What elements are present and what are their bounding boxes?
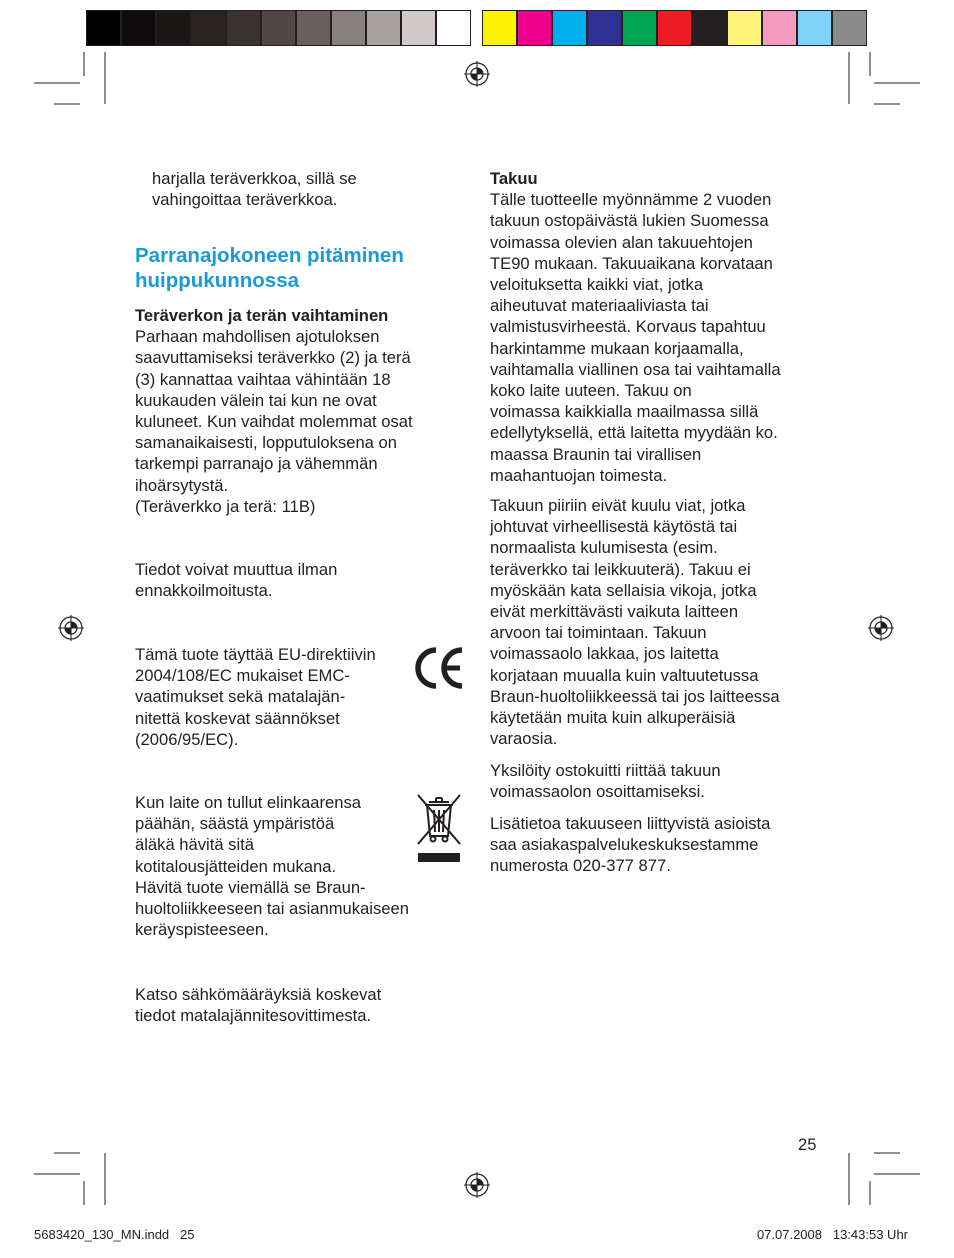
- text-line: eivät merkittävästi vaikuta laitteen: [490, 602, 739, 622]
- text-line: (2006/95/EC).: [135, 729, 239, 749]
- text-line: voimassaolo lakkaa, jos laitetta: [490, 644, 719, 664]
- color-swatch: [552, 10, 587, 46]
- color-swatch: [191, 10, 226, 46]
- text-line: vahingoittaa teräverkkoa.: [152, 190, 338, 210]
- color-swatch: [797, 10, 832, 46]
- text-line: Takuun piiriin eivät kuulu viat, jotka: [490, 496, 746, 515]
- maintenance-section: [135, 305, 465, 517]
- registration-target-icon: [463, 1171, 491, 1199]
- text-line: vaihtamalla viallinen osa tai vaihtamalla: [490, 359, 781, 379]
- text-line: voimassa olevien alan takuuehtojen: [490, 232, 753, 252]
- text-line: saavuttamiseksi teräverkko (2) ja terä: [135, 348, 411, 368]
- text-line: nitettä koskevat säännökset: [135, 708, 340, 728]
- text-line: Tälle tuotteelle myönnämme 2 vuoden: [490, 190, 772, 210]
- color-swatch: [832, 10, 867, 46]
- ce-mark-icon: [414, 643, 466, 693]
- intro-paragraph: [152, 168, 452, 210]
- text-line: takuun ostopäivästä lukien Suomessa: [490, 211, 769, 231]
- crossed-out-wheelie-bin-icon: [414, 792, 464, 864]
- heading-line: Parranajokoneen pitäminen: [135, 244, 404, 267]
- color-swatch: [762, 10, 797, 46]
- warranty-section: [490, 168, 830, 486]
- text-line: huoltoliikkeeseen tai asianmukaiseen: [135, 899, 409, 919]
- footer-timestamp: 07.07.2008 13:43:53 Uhr: [756, 1227, 908, 1242]
- text-line: varaosia.: [490, 729, 558, 749]
- text-line: harkintamme mukaan korjaamalla,: [490, 338, 744, 358]
- text-line: valmistusvirheestä. Korvaus tapahtuu: [490, 317, 766, 337]
- text-line: harjalla teräverkkoa, sillä se: [152, 169, 357, 188]
- text-line: numerosta 020-377 877.: [490, 856, 671, 876]
- text-line: normaalista kulumisesta (esim.: [490, 538, 718, 558]
- ce-paragraph: [135, 644, 425, 750]
- text-line: maahantuojan toimesta.: [490, 465, 668, 485]
- color-swatch: [261, 10, 296, 46]
- color-swatch: [226, 10, 261, 46]
- color-swatch: [331, 10, 366, 46]
- exclusions-paragraph: [490, 495, 830, 749]
- color-swatch: [121, 10, 156, 46]
- text-line: Tämä tuote täyttää EU-direktiivin: [135, 645, 376, 664]
- text-line: korjataan muualla kuin valtuutetussa: [490, 665, 759, 685]
- text-line: TE90 mukaan. Takuuaikana korvataan: [490, 253, 773, 273]
- text-line: Braun-huoltoliikkeessä tai jos laitteessa: [490, 686, 780, 706]
- text-line: Parhaan mahdollisen ajotuloksen: [135, 327, 380, 347]
- warranty-heading: Takuu: [490, 169, 538, 188]
- text-line: tarkempi parranajo ja vähemmän: [135, 454, 378, 474]
- text-line: samanaikaisesti, lopputuloksena on: [135, 433, 397, 453]
- color-swatch: [296, 10, 331, 46]
- text-line: kuukauden välein tai kun ne ovat: [135, 390, 377, 410]
- text-line: myöskään kata sellaisia vikoja, jotka: [490, 580, 757, 600]
- text-line: voimassaolon osoittamiseksi.: [490, 782, 705, 802]
- registration-target-icon: [867, 614, 895, 642]
- color-swatch: [692, 10, 727, 46]
- disposal-paragraph: [135, 792, 455, 940]
- text-line: voimassa kaikkialla maailmassa sillä: [490, 402, 759, 422]
- text-line: johtuvat virheellisestä käytöstä tai: [490, 517, 738, 537]
- text-line: veloituksetta kaikki viat, jotka: [490, 275, 704, 295]
- text-line: Lisätietoa takuuseen liittyvistä asioista: [490, 814, 771, 833]
- color-swatch: [727, 10, 762, 46]
- text-line: Tiedot voivat muuttua ilman: [135, 560, 338, 579]
- page-number: 25: [798, 1135, 817, 1154]
- text-line: Yksilöity ostokuitti riittää takuun: [490, 761, 721, 780]
- text-line: vaatimukset sekä matalajän-: [135, 687, 346, 707]
- text-line: (3) kannattaa vaihtaa vähintään 18: [135, 369, 391, 389]
- text-line: käytetään muita kuin alkuperäisiä: [490, 708, 736, 728]
- text-line: Katso sähkömääräyksiä koskevat: [135, 985, 382, 1004]
- text-line: keräyspisteeseen.: [135, 920, 269, 940]
- text-line: Kun laite on tullut elinkaarensa: [135, 793, 362, 812]
- color-swatch: [366, 10, 401, 46]
- registration-target-icon: [463, 60, 491, 88]
- color-swatch: [587, 10, 622, 46]
- text-line: päähän, säästä ympäristöä: [135, 814, 335, 834]
- color-bar: [482, 10, 867, 46]
- text-line: ihoärsytystä.: [135, 475, 229, 495]
- text-line: edellytyksellä, että laitetta myydään ko.: [490, 423, 778, 443]
- text-line: kotitalousjätteiden mukana.: [135, 856, 337, 876]
- color-swatch: [482, 10, 517, 46]
- heading-line: huippukunnossa: [135, 269, 299, 292]
- text-line: arvoon tai toimintaan. Takuun: [490, 623, 707, 643]
- subheading: Teräverkon ja terän vaihtaminen: [135, 306, 389, 325]
- text-line: (Teräverkko ja terä: 11B): [135, 496, 316, 516]
- text-line: 2004/108/EC mukaiset EMC-: [135, 666, 350, 686]
- text-line: koko laite uuteen. Takuu on: [490, 381, 692, 401]
- receipt-paragraph: [490, 760, 830, 802]
- text-line: ennakkoilmoitusta.: [135, 581, 273, 601]
- color-swatch: [156, 10, 191, 46]
- notice-paragraph: [135, 559, 465, 601]
- color-swatch: [622, 10, 657, 46]
- footer-file-info: 5683420_130_MN.indd 25: [34, 1227, 195, 1242]
- color-swatch: [401, 10, 436, 46]
- color-swatch: [86, 10, 121, 46]
- text-line: tiedot matalajännitesovittimesta.: [135, 1006, 372, 1026]
- text-line: äläkä hävitä sitä: [135, 835, 254, 855]
- text-line: aiheutuvat materiaaliviasta tai: [490, 296, 709, 316]
- text-line: maassa Braunin tai virallisen: [490, 444, 702, 464]
- text-line: Hävitä tuote viemällä se Braun-: [135, 877, 366, 897]
- text-line: kuluneet. Kun vaihdat molemmat osat: [135, 412, 413, 432]
- contact-paragraph: [490, 813, 830, 877]
- text-line: saa asiakaspalvelukeskuksestamme: [490, 835, 759, 855]
- color-swatch: [517, 10, 552, 46]
- color-swatch: [436, 10, 471, 46]
- registration-target-icon: [57, 614, 85, 642]
- text-line: teräverkko tai leikkuuterä). Takuu ei: [490, 559, 751, 579]
- grayscale-bar: [86, 10, 471, 46]
- electrical-paragraph: [135, 984, 465, 1026]
- section-heading: [135, 243, 465, 293]
- color-swatch: [657, 10, 692, 46]
